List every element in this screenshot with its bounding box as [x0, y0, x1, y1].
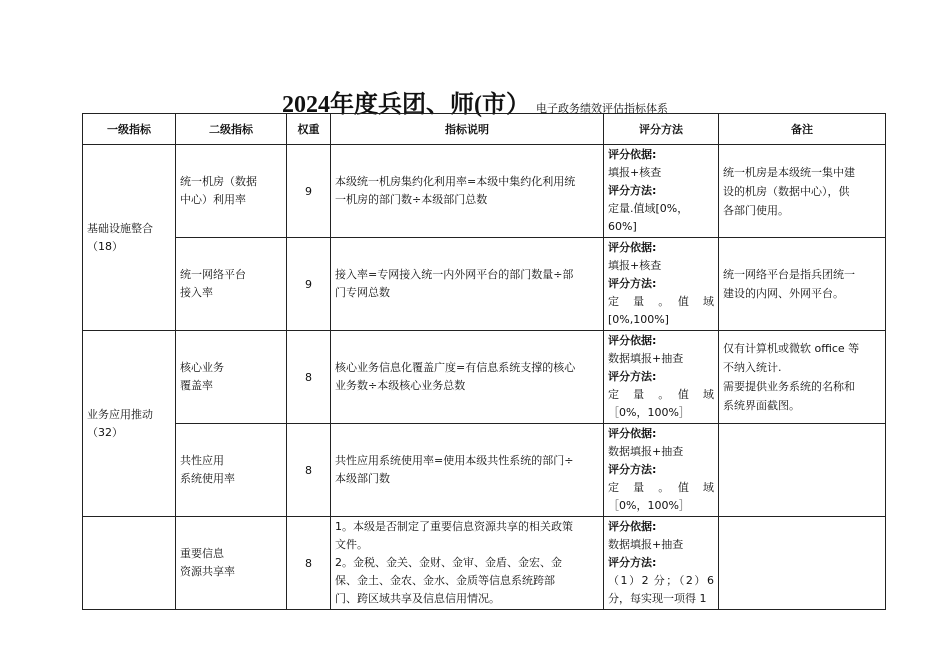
header-description: 指标说明 [331, 114, 604, 145]
table-row [83, 145, 886, 238]
weight-cell: 9 [287, 238, 331, 331]
table-row [83, 424, 886, 517]
weight-cell: 8 [287, 424, 331, 517]
table-row [83, 331, 886, 424]
level2-cell: 重要信息 资源共享率 [176, 517, 287, 610]
header-level2: 二级指标 [176, 114, 287, 145]
level2-cell: 共性应用 系统使用率 [176, 424, 287, 517]
scoring-cell: 评分依据: 数据填报+抽查 评分方法: （1）2 分；（2）6 分，每实现一项得 1 [604, 517, 719, 610]
header-weight: 权重 [287, 114, 331, 145]
description-cell: 接入率=专网接入统一内外网平台的部门数量÷部 门专网总数 [331, 238, 604, 331]
table-row [83, 238, 886, 331]
weight-cell: 8 [287, 517, 331, 610]
description-cell: 本级统一机房集约化利用率=本级中集约化利用统 一机房的部门数÷本级部门总数 [331, 145, 604, 238]
note-cell: 统一机房是本级统一集中建 设的机房（数据中心），供 各部门使用。 [719, 145, 886, 238]
level1-cell [83, 517, 176, 610]
weight-cell: 9 [287, 145, 331, 238]
header-row [83, 114, 886, 145]
level1-cell: 业务应用推动 （32） [83, 331, 176, 517]
weight-cell: 8 [287, 331, 331, 424]
note-cell: 仅有计算机或微软 office 等 不纳入统计. 需要提供业务系统的名称和 系统界面截图。 [719, 331, 886, 424]
title-sub: 电子政务绩效评估指标体系 [536, 102, 668, 115]
description-cell: 核心业务信息化覆盖广度=有信息系统支撑的核心 业务数÷本级核心业务总数 [331, 331, 604, 424]
note-cell: 统一网络平台是指兵团统一 建设的内网、外网平台。 [719, 238, 886, 331]
scoring-cell: 评分依据: 填报+核查 评分方法: 定 量 。 值 域 [0%,100%] [604, 238, 719, 331]
scoring-cell: 评分依据: 数据填报+抽查 评分方法: 定 量 。 值 域 ［0%，100%］ [604, 424, 719, 517]
indicator-table [82, 113, 886, 610]
description-cell: 1。本级是否制定了重要信息资源共享的相关政策 文件。 2。金税、金关、金财、金审、金盾、金宏、金 保、金土、金农、金水、金质等信息系统跨部 门、跨区域共享及信息信用情况。 [331, 517, 604, 610]
note-cell [719, 517, 886, 610]
level2-cell: 统一网络平台 接入率 [176, 238, 287, 331]
level1-cell: 基础设施整合 （18） [83, 145, 176, 331]
note-cell [719, 424, 886, 517]
scoring-cell: 评分依据: 填报+核查 评分方法: 定量.值域[0%，60%] [604, 145, 719, 238]
header-scoring-method: 评分方法 [604, 114, 719, 145]
description-cell: 共性应用系统使用率=使用本级共性系统的部门÷ 本级部门数 [331, 424, 604, 517]
title-main: 2024年度兵团、师(市） [282, 92, 530, 118]
level2-cell: 统一机房（数据 中心）利用率 [176, 145, 287, 238]
level2-cell: 核心业务 覆盖率 [176, 331, 287, 424]
header-notes: 备注 [719, 114, 886, 145]
scoring-cell: 评分依据: 数据填报+抽查 评分方法: 定 量 。 值 域 ［0%，100%］ [604, 331, 719, 424]
table-row [83, 517, 886, 610]
header-level1: 一级指标 [83, 114, 176, 145]
